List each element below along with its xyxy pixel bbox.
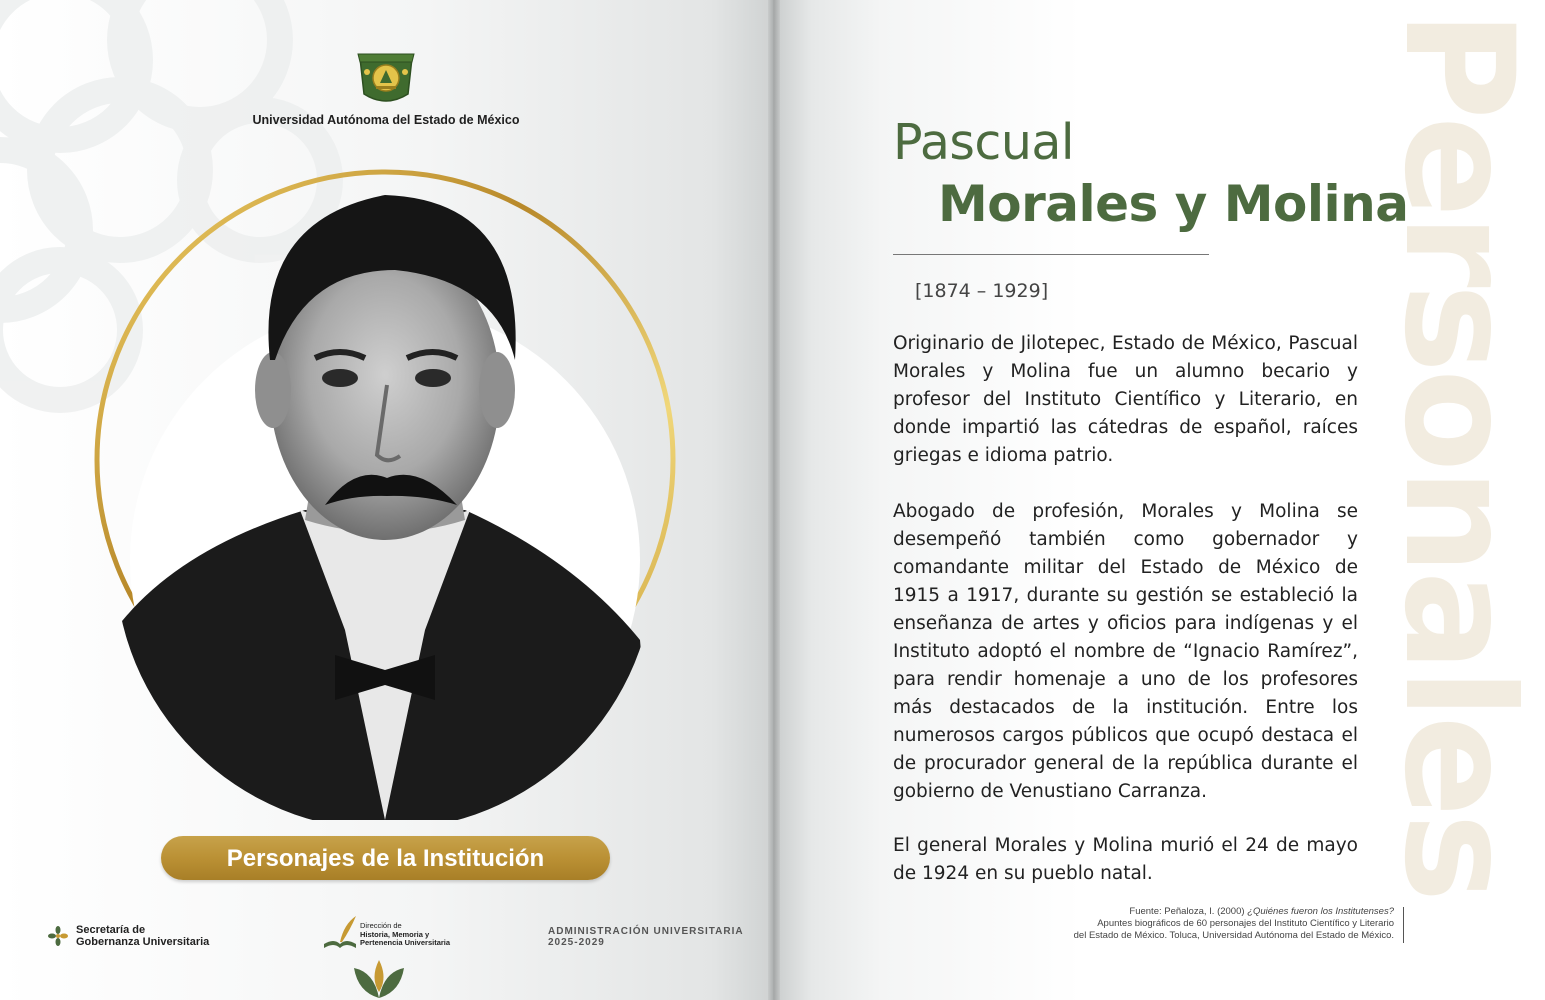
source-divider <box>1403 907 1404 943</box>
watermark-text: Personales <box>1371 10 1545 899</box>
source-citation <box>1040 906 1394 942</box>
secretaria-line2: Gobernanza Universitaria <box>76 936 210 948</box>
person-last-name: Morales y Molina <box>938 175 1409 233</box>
direccion-line2: Historia, Memoria y <box>360 929 430 939</box>
section-badge-label: Personajes de la Institución <box>226 845 545 872</box>
source-line-1 <box>1040 906 1394 918</box>
book-gutter <box>768 0 780 1000</box>
biography-paragraph-1: Originario de Jilotepec, Estado de México, Pascual Morales y Molina fue un alumno becario y profesor del Instituto Científico y Literario, en donde impartió las cátedras de español, raíces griegas e idioma patrio. <box>893 333 1358 466</box>
biography-paragraph-2: Abogado de profesión, Morales y Molina se desempeñó también como gobernador y comandante militar del Estado de México de 1915 a 1917, durante su gestión se estableció la enseñanza de artes y oficios para indígenas y el Instituto adoptó el nombre de “Ignacio Ramírez”, para rendir homenaje a uno de los profesores más destacados de la institución. Entre los numerosos cargos públicos que ocupó destaca el de procurador general de la república durante el gobierno de Venustiano Carranza. <box>893 501 1358 802</box>
life-years: [1874 – 1929] <box>915 280 1049 302</box>
source-line-3: del Estado de México. Toluca, Universidad Autónoma del Estado de México. <box>1073 930 1394 941</box>
administracion-line2: 2025-2029 <box>548 937 605 948</box>
person-first-name: Pascual <box>893 114 1075 171</box>
university-name: Universidad Autónoma del Estado de México <box>252 113 520 127</box>
administracion-label <box>548 926 744 948</box>
watermark <box>1371 0 1545 1000</box>
section-badge <box>161 836 610 880</box>
secretaria-name <box>76 924 209 948</box>
direccion-name <box>360 922 450 948</box>
secretaria-line1: Secretaría de <box>76 924 146 936</box>
title-divider <box>893 254 1209 255</box>
source-title: ¿Quiénes fueron los Institutenses? <box>1247 906 1394 917</box>
book-quill-icon <box>320 914 360 954</box>
university-crest-icon <box>354 50 418 108</box>
source-line-2: Apuntes biográficos de 60 personajes del Instituto Científico y Literario <box>1097 918 1394 929</box>
portrait-photo <box>95 160 655 820</box>
biography-paragraph-3: El general Morales y Molina murió el 24 de mayo de 1924 en su pueblo natal. <box>893 835 1358 884</box>
source-prefix: Fuente: Peñaloza, I. (2000) <box>1129 906 1248 917</box>
direccion-line3: Pertenencia Universitaria <box>360 938 451 947</box>
direccion-line1: Dirección de <box>360 921 402 930</box>
leaf-emblem-icon <box>348 958 410 1000</box>
administracion-line1: ADMINISTRACIÓN UNIVERSITARIA <box>548 926 744 937</box>
star-flower-icon <box>48 926 68 946</box>
